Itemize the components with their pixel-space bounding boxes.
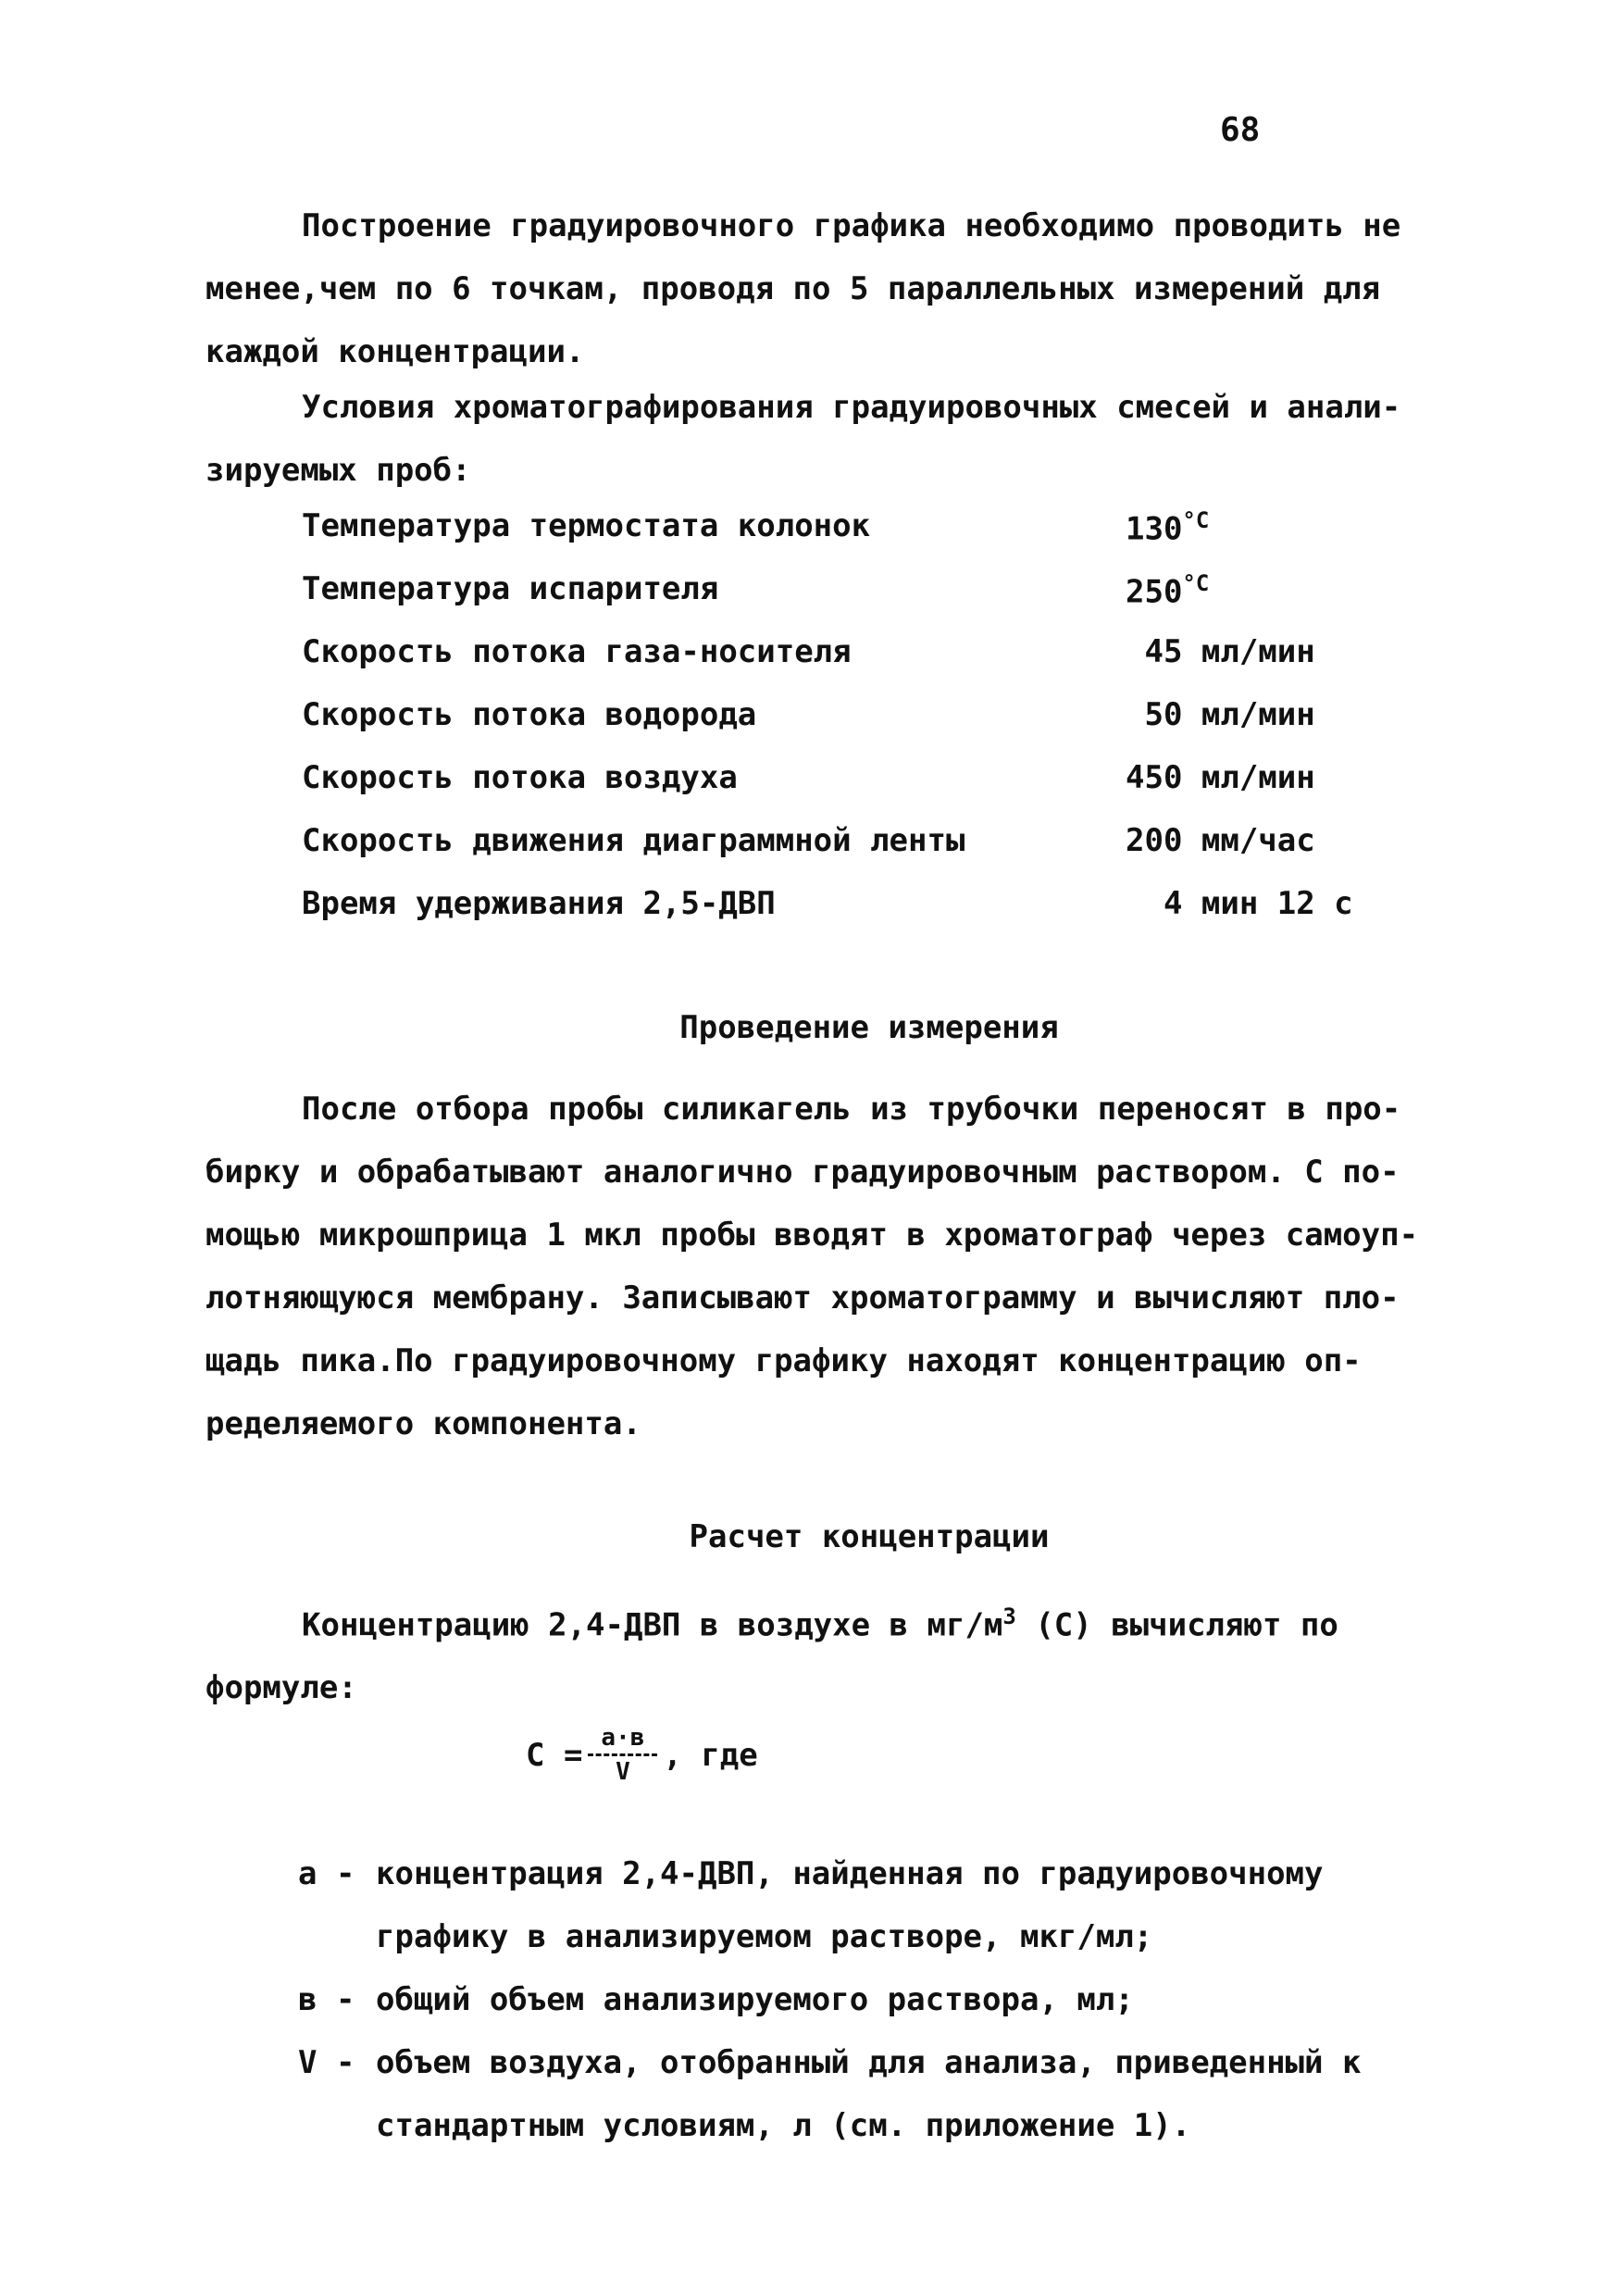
condition-label: Скорость потока водорода xyxy=(302,696,757,733)
condition-label: Скорость движения диаграммной ленты xyxy=(302,822,965,859)
legend-symbol: в - xyxy=(298,1981,355,2018)
intro-line-2: менее,чем по 6 точкам, проводя по 5 параллельных измерений для xyxy=(205,270,1381,307)
measurement-line-6: ределяемого компонента. xyxy=(205,1405,641,1442)
condition-label: Температура термостата колонок xyxy=(302,507,871,544)
legend-text: общий объем анализируемого раствора, мл; xyxy=(376,1981,1134,2018)
condition-value: 50 мл/мин xyxy=(1126,696,1315,733)
legend-text: концентрация 2,4-ДВП, найденная по градуировочному графику в анализируемом растворе, мкг/мл; xyxy=(376,1855,1324,1955)
condition-value: 200 мм/час xyxy=(1126,822,1315,859)
condition-label: Время удерживания 2,5-ДВП xyxy=(302,885,776,922)
measurement-line-5: щадь пика.По градуировочному графику находят концентрацию оп- xyxy=(205,1342,1362,1379)
formula-numerator: а·в xyxy=(588,1724,657,1756)
condition-row xyxy=(302,507,1413,570)
legend-item xyxy=(298,1968,1409,2031)
conditions-intro-line-2: зируемых проб: xyxy=(205,452,471,489)
condition-row xyxy=(302,822,1413,885)
condition-row xyxy=(302,570,1413,633)
measurement-paragraph xyxy=(205,1078,1427,1455)
heading-calculation: Расчет концентрации xyxy=(689,1518,1050,1555)
legend-item xyxy=(298,2031,1409,2157)
condition-row xyxy=(302,696,1413,759)
condition-row xyxy=(302,633,1413,696)
legend-item xyxy=(298,1842,1409,1968)
legend-text: объем воздуха, отобранный для анализа, приведенный к стандартным условиям, л (см. приложение 1). xyxy=(376,2044,1362,2144)
calculation-line-1: Концентрацию 2,4-ДВП в воздухе в $мг/м^3$ (С) вычисляют по xyxy=(302,1603,1338,1644)
formula-denominator: V xyxy=(616,1758,630,1786)
legend-symbol: а - xyxy=(298,1855,355,1892)
intro-line-1: Построение градуировочного графика необходимо проводить не xyxy=(302,207,1401,244)
formula-lhs: С = xyxy=(526,1736,583,1774)
formula-suffix: , где xyxy=(663,1736,758,1774)
condition-value: $250^{^\circ С}$ xyxy=(1126,570,1210,611)
formula-fraction xyxy=(588,1724,657,1786)
measurement-line-2: бирку и обрабатывают аналогично градуировочным раствором. С по- xyxy=(205,1154,1400,1191)
condition-label: Скорость потока воздуха xyxy=(302,759,738,796)
condition-value: $130^{^\circ С}$ xyxy=(1126,507,1210,548)
condition-value: 450 мл/мин xyxy=(1126,759,1315,796)
intro-paragraph xyxy=(205,194,1427,383)
measurement-line-4: лотняющуюся мембрану. Записывают хроматограмму и вычисляют пло- xyxy=(205,1279,1400,1316)
legend-symbol: V - xyxy=(298,2044,355,2081)
heading-measurement: Проведение измерения xyxy=(679,1009,1059,1046)
condition-row xyxy=(302,885,1413,948)
conditions-intro-line-1: Условия хроматографирования градуировочных смесей и анали- xyxy=(302,389,1401,426)
formula xyxy=(526,1724,758,1786)
page-number: 68 xyxy=(1220,111,1261,149)
condition-value: 4 мин 12 с xyxy=(1126,885,1353,922)
calculation-line-2: формуле: xyxy=(205,1669,357,1707)
measurement-line-3: мощью микрошприца 1 мкл пробы вводят в хроматограф через самоуп- xyxy=(205,1217,1419,1254)
measurement-line-1: После отбора пробы силикагель из трубочки переносят в про- xyxy=(302,1091,1401,1128)
calculation-paragraph xyxy=(205,1585,1427,1719)
intro-line-3: каждой концентрации. xyxy=(205,333,585,370)
condition-value: 45 мл/мин xyxy=(1126,633,1315,670)
condition-row xyxy=(302,759,1413,822)
condition-label: Скорость потока газа-носителя xyxy=(302,633,852,670)
condition-label: Температура испарителя xyxy=(302,570,719,607)
conditions-intro xyxy=(205,376,1427,502)
